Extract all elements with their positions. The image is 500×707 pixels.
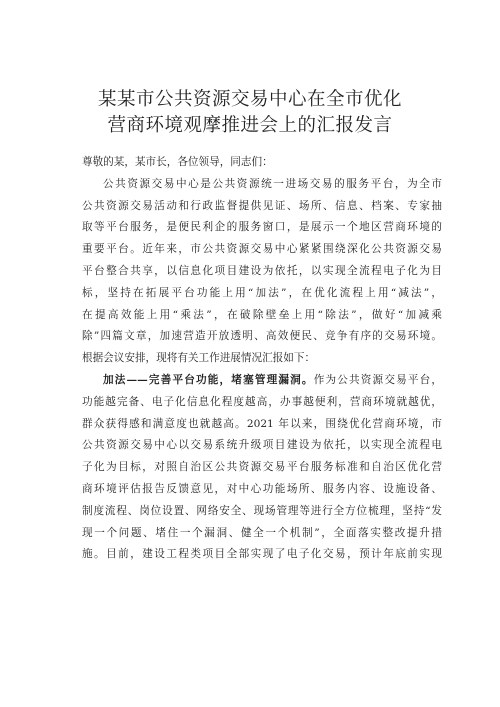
paragraph-1-line: 标，坚持在拓展平台功能上用“加法”，在优化流程上用“减法”， [82,286,442,299]
section-heading: 加法——完善平台功能，堵塞管理漏洞。 [103,373,314,386]
paragraph-1-line: 除”四篇文章，加速营造开放透明、高效便民、竞争有序的交易环境。 [82,330,442,343]
paragraph-2-line: 子化为目标，对照自治区公共资源交易平台服务标准和自治区优化营 [82,461,442,474]
paragraph-2-line: 功能越完备、电子化信息化程度越高，办事越便利，营商环境就越优， [82,395,442,408]
paragraph-2-line: 施。目前，建设工程类项目全部实现了电子化交易，预计年底前实现 [82,548,442,561]
paragraph-2-line: 群众获得感和满意度也就越高。2021 年以来，围绕优化营商环境，市 [82,417,442,430]
paragraph-1-line: 重要平台。近年来，市公共资源交易中心紧紧围绕深化公共资源交易 [82,243,442,256]
paragraph-1 [82,174,442,370]
paragraph-1-line: 平台整合共享，以信息化项目建设为依托，以实现全流程电子化为目 [82,264,442,277]
document-body [82,152,442,566]
paragraph-2-line: 制度流程、岗位设置、网络安全、现场管理等进行全方位梳理，坚持“发 [82,504,442,517]
paragraph-2 [82,370,442,566]
paragraph-2-first-line [82,370,442,392]
paragraph-1-line: 在提高效能上用“乘法”，在破除壁垒上用“除法”，做好“加减乘 [82,308,442,321]
document-title-line-1: 某某市公共资源交易中心在全市优化 [97,89,402,110]
salutation: 尊敬的某，某市长，各位领导，同志们： [82,156,273,168]
paragraph-2-line: 商环境评估报告反馈意见，对中心功能场所、服务内容、设施设备、 [82,482,442,495]
paragraph-2-line: 公共资源交易中心以交易系统升级项目建设为依托，以实现全流程电 [82,439,442,452]
paragraph-2-text: 作为公共资源交易平台， [313,373,443,386]
paragraph-1-line: 公共资源交易中心是公共资源统一进场交易的服务平台，为全市 [103,177,442,190]
paragraph-1-line: 根据会议安排，现将有关工作进展情况汇报如下： [82,352,316,365]
document-title-line-2: 营商环境观摩推进会上的汇报发言 [107,115,393,136]
paragraph-2-line: 现一个问题、堵住一个漏洞、健全一个机制”，全面落实整改提升措 [82,526,442,539]
paragraph-1-line: 取等平台服务，是便民利企的服务窗口，是展示一个地区营商环境的 [82,221,442,234]
paragraph-1-line: 公共资源交易活动和行政监督提供见证、场所、信息、档案、专家抽 [82,199,442,212]
